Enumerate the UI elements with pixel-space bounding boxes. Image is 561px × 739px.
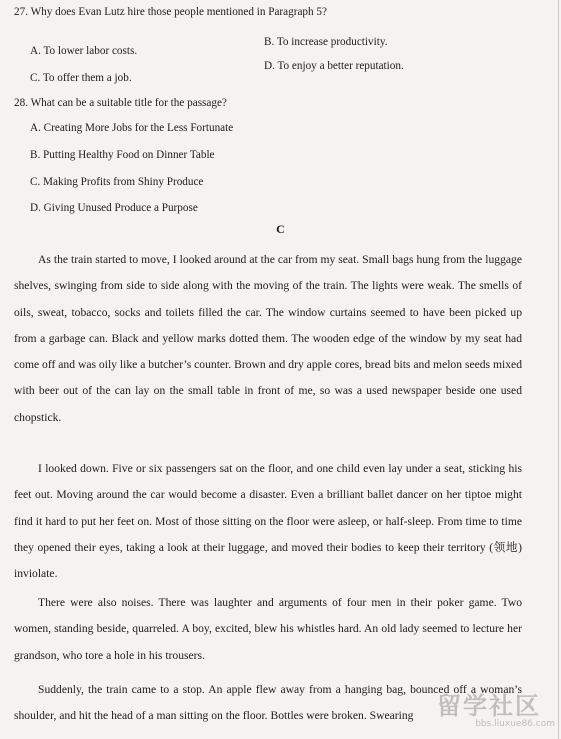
q27-option-d: D. To enjoy a better reputation. xyxy=(264,60,404,72)
q27-stem: 27. Why does Evan Lutz hire those people mentioned in Paragraph 5? xyxy=(14,6,327,18)
q27-option-c: C. To offer them a job. xyxy=(30,72,132,84)
paragraph-text: There were also noises. There was laughter and arguments of four men in their poker game. Two women, standing beside, quarreled. A boy, excited, blew his whistles hard. An old lady seemed to lecture her grandson, who tore a hole in his trousers. xyxy=(14,596,522,662)
watermark-logo-text: 留学社区 xyxy=(437,692,541,720)
passage-paragraph-1 xyxy=(14,247,522,431)
q28-option-b: B. Putting Healthy Food on Dinner Table xyxy=(30,149,215,161)
paragraph-text: As the train started to move, I looked around at the car from my seat. Small bags hung from the luggage shelves, swinging from side to side along with the moving of the train. The lights were weak. The smells of oils, sweat, tobacco, socks and toilets filled the car. The window curtains seemed to have been picked up from a garbage can. Black and yellow marks dotted them. The wooden edge of the window by my seat had come off and was oily like a butcher’s counter. Brown and dry apple cores, bread bits and melon seeds mixed with beer out of the can lay on the small table in front of me, so was a used newspaper beside one used chopstick. xyxy=(14,253,522,424)
site-watermark xyxy=(423,693,555,733)
q28-option-a: A. Creating More Jobs for the Less Fortunate xyxy=(30,122,234,134)
q28-option-d: D. Giving Unused Produce a Purpose xyxy=(30,202,198,214)
watermark-url: bbs.liuxue86.com xyxy=(475,719,555,729)
page-edge-line xyxy=(558,0,559,739)
q27-option-b: B. To increase productivity. xyxy=(264,36,388,48)
section-title: C xyxy=(276,222,285,236)
q27-option-a: A. To lower labor costs. xyxy=(30,45,138,57)
q28-option-c: C. Making Profits from Shiny Produce xyxy=(30,176,204,188)
paragraph-text: I looked down. Five or six passengers sat on the floor, and one child even lay under a seat, sticking his feet out. Moving around the car would become a disaster. Even a brilliant ballet dancer on her tiptoe might find it hard to put her feet on. Most of those sitting on the floor were asleep, or half-sleep. From time to time they opened their eyes, taking a look at their luggage, and moved their bodies to keep their territory (领地) inviolate. xyxy=(14,462,522,581)
q28-stem: 28. What can be a suitable title for the passage? xyxy=(14,97,227,109)
passage-paragraph-2 xyxy=(14,456,522,587)
paragraph-text: Suddenly, the train came to a stop. An apple flew away from a hanging bag, bounced off a woman’s shoulder, and hit the head of a man sitting on the floor. Bottles were broken. Swearing xyxy=(14,683,522,723)
passage-paragraph-3 xyxy=(14,590,522,669)
